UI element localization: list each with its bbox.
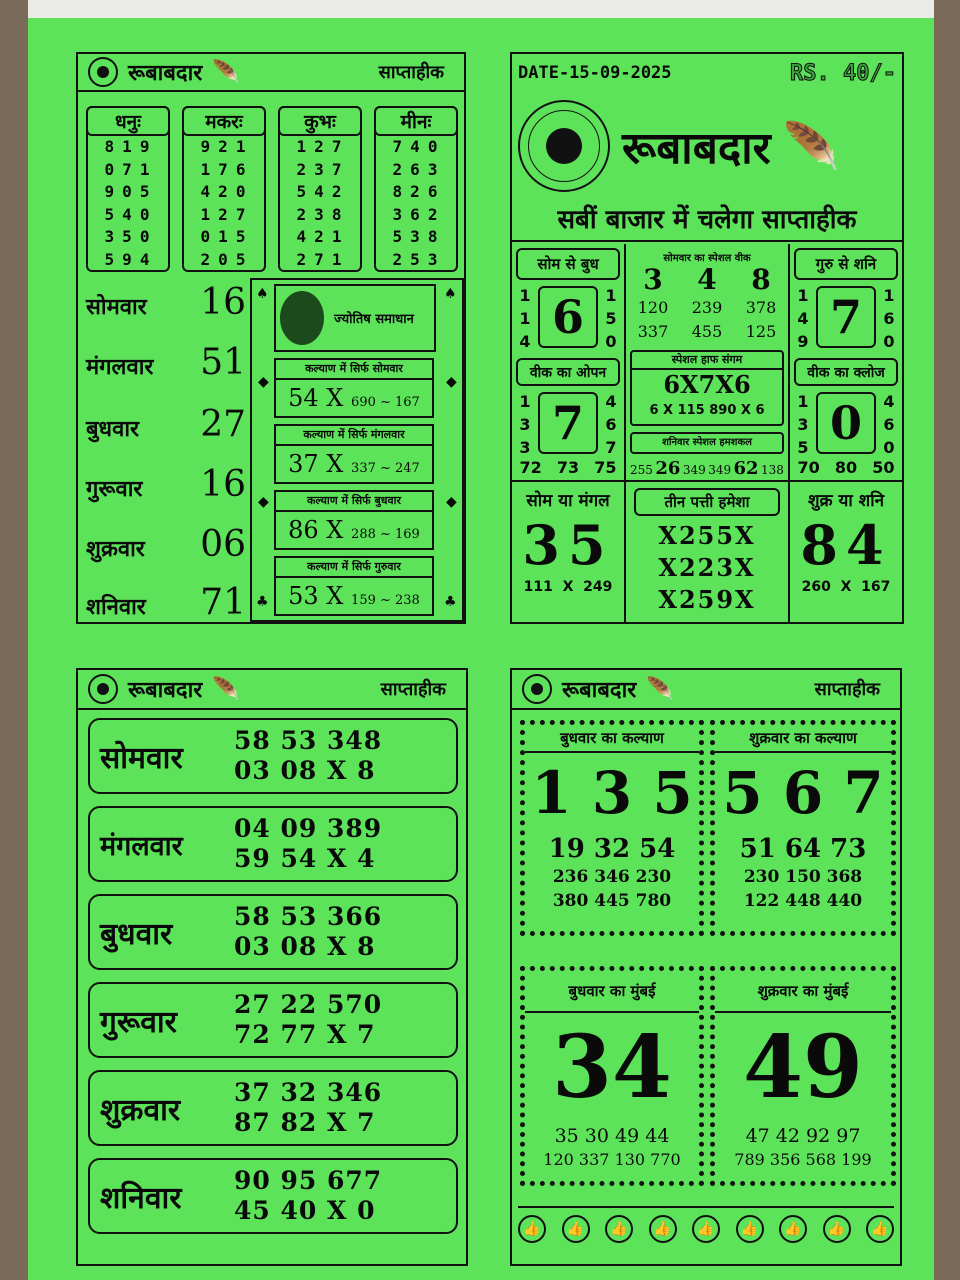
weekday-name: शनिवार xyxy=(100,1180,182,1216)
hamshakal-number: 138 xyxy=(761,463,784,477)
panel-number: 125 xyxy=(745,322,777,341)
panna-numbers: 380 445 780 xyxy=(552,891,672,911)
zodiac-row: 538 xyxy=(392,227,446,246)
zodiac-column xyxy=(86,106,170,272)
weekday-box xyxy=(88,1158,458,1234)
peacock-feather-icon: 🪶 xyxy=(212,59,240,85)
side-digit: 1 xyxy=(519,309,531,328)
shukra-ya-shani-section xyxy=(790,482,902,622)
weekday-box xyxy=(88,894,458,970)
section-title: सोम से बुध xyxy=(516,248,620,280)
mumbai-panna-numbers: 789 356 568 199 xyxy=(734,1150,872,1169)
weekday-name: सोमवार xyxy=(100,740,183,776)
hamshakal-number: 255 xyxy=(630,463,653,477)
weekday-line: 87 82 X 7 xyxy=(234,1108,376,1137)
weekday-name: शुक्रवार xyxy=(100,1092,181,1128)
box-title: बुधवार का मुंबई xyxy=(525,971,699,1013)
day-value: 27 xyxy=(200,404,246,445)
teen-patti-section xyxy=(626,482,788,622)
zodiac-row: 238 xyxy=(296,204,350,224)
kalyan-title: कल्याण में सिर्फ सोमवार xyxy=(276,360,432,380)
kalyan-title: कल्याण में सिर्फ बुधवार xyxy=(276,492,432,512)
side-digit: 4 xyxy=(605,392,617,411)
zodiac-column xyxy=(182,106,266,272)
week-number: 72 xyxy=(519,458,542,477)
day-name: शुक्रवार xyxy=(86,537,145,562)
big-digit: 0 xyxy=(816,392,876,454)
side-digit: 1 xyxy=(797,392,809,411)
kalyan-open-digits: 5 6 7 xyxy=(722,759,884,827)
zodiac-row: 826 xyxy=(392,182,446,201)
zodiac-row: 362 xyxy=(392,204,446,224)
thumbs-up-icon: 👍 xyxy=(518,1215,546,1243)
budh-mumbai-box xyxy=(520,966,704,1186)
sangam-big: 6X7X6 xyxy=(663,370,751,399)
day-value: 06 xyxy=(200,524,246,565)
peacock-feather-icon: 🪶 xyxy=(782,118,840,173)
jodi-numbers: 51 64 73 xyxy=(739,834,867,864)
kalyan-title: कल्याण में सिर्फ गुरुवार xyxy=(276,558,432,578)
weekday-line: 58 53 366 xyxy=(234,902,383,931)
kalyan-box xyxy=(274,556,434,616)
week-number: 50 xyxy=(872,458,895,477)
som-se-budh-section xyxy=(512,244,624,356)
thumbs-up-icon: 👍 xyxy=(823,1215,851,1243)
kalyan-small: 288 ~ 169 xyxy=(351,527,420,542)
hamshakal-number: 349 xyxy=(682,463,706,477)
thumbs-up-icon: 👍 xyxy=(866,1215,894,1243)
side-digit: 6 xyxy=(883,415,895,434)
kalyan-small: 337 ~ 247 xyxy=(351,461,420,476)
weekday-box xyxy=(88,806,458,882)
zodiac-row: 015 xyxy=(200,227,254,246)
weekday-line: 27 22 570 xyxy=(234,990,383,1019)
zodiac-row: 176 xyxy=(200,159,254,179)
spade-icon: ♠ xyxy=(256,286,269,302)
kalyan-title: कल्याण में सिर्फ मंगलवार xyxy=(276,426,432,446)
thumbs-up-icon: 👍 xyxy=(562,1215,590,1243)
panna-numbers: 236 346 230 xyxy=(552,867,672,887)
panel-header xyxy=(78,54,464,92)
side-digit: 4 xyxy=(519,332,531,351)
pair-number: 111 X 249 xyxy=(523,579,613,595)
club-icon: ♣ xyxy=(256,594,269,610)
zodiac-column xyxy=(374,106,458,272)
week-number: 73 xyxy=(556,458,580,477)
side-digit: 1 xyxy=(519,392,531,411)
zodiac-row: 205 xyxy=(200,249,254,269)
zodiac-wheel-icon xyxy=(522,674,552,704)
weekday-line: 58 53 348 xyxy=(234,726,383,755)
big-digit: 4 xyxy=(697,263,717,296)
shukra-kalyan-box xyxy=(710,720,896,936)
diamond-icon: ◆ xyxy=(258,494,269,510)
brand-title: रूबाबदार xyxy=(128,677,203,703)
day-name: सोमवार xyxy=(86,295,147,320)
section-title: शनिवार स्पेशल हमशकल xyxy=(662,437,752,448)
side-digit: 9 xyxy=(797,332,809,351)
day-value: 16 xyxy=(200,282,246,323)
weekday-name: मंगलवार xyxy=(100,830,183,862)
mumbai-jodi-numbers: 35 30 49 44 xyxy=(554,1125,670,1147)
panel-top-left xyxy=(76,52,466,624)
zodiac-row: 263 xyxy=(392,159,446,179)
week-number: 80 xyxy=(834,458,858,477)
weekday-name: गुरूवार xyxy=(100,1004,177,1040)
side-digit: 6 xyxy=(605,415,617,434)
issue-price: RS. 40/- xyxy=(790,60,896,86)
zodiac-name: धनुः xyxy=(86,106,170,136)
panel-number: 239 xyxy=(691,298,723,317)
side-digit: 6 xyxy=(883,309,895,328)
date-price-bar xyxy=(512,54,902,92)
section-title: स्पेशल हाफ संगम xyxy=(632,352,782,370)
panel-number: 337 xyxy=(637,322,669,341)
masthead xyxy=(512,94,902,198)
peacock-feather-icon: 🪶 xyxy=(212,676,240,702)
zodiac-wheel-icon xyxy=(88,674,118,704)
kalyan-box xyxy=(274,490,434,550)
zodiac-row: 350 xyxy=(104,227,158,246)
mumbai-big-number: 34 xyxy=(552,1017,672,1118)
box-title: शुक्रवार का कल्याण xyxy=(715,725,891,753)
zodiac-row: 271 xyxy=(296,249,350,269)
big-digit: 8 xyxy=(751,263,771,296)
zodiac-column xyxy=(278,106,362,272)
panna-numbers: 230 150 368 xyxy=(743,867,863,887)
thumbs-up-icon: 👍 xyxy=(736,1215,764,1243)
thumbs-up-icon: 👍 xyxy=(692,1215,720,1243)
weekday-line: 59 54 X 4 xyxy=(234,844,376,873)
zodiac-wheel-icon xyxy=(88,57,118,87)
side-digit: 0 xyxy=(883,438,895,457)
thumbs-up-icon: 👍 xyxy=(649,1215,677,1243)
tagline: सबीं बाजार में चलेगा साप्ताहीक xyxy=(512,200,902,242)
issue-date: DATE-15-09-2025 xyxy=(518,63,672,83)
hamshakal-number: 349 xyxy=(708,463,732,477)
club-icon: ♣ xyxy=(444,594,457,610)
weekly-label: साप्ताहीक xyxy=(380,679,446,700)
side-digit: 5 xyxy=(797,438,809,457)
section-title: तीन पत्ती हमेशा xyxy=(634,488,780,516)
mumbai-big-number: 49 xyxy=(743,1017,863,1118)
weekday-line: 04 09 389 xyxy=(234,814,383,843)
brand-title: रूबाबदार xyxy=(128,60,203,86)
weekday-line: 72 77 X 7 xyxy=(234,1020,376,1049)
day-value-row xyxy=(86,404,246,445)
section-title: सोमवार का स्पेशल वीक xyxy=(663,253,751,264)
side-digit: 1 xyxy=(605,286,617,305)
kalyan-big: 53 X xyxy=(288,582,344,610)
day-value-row xyxy=(86,524,246,565)
side-digit: 0 xyxy=(605,332,617,351)
day-name: बुधवार xyxy=(86,417,140,442)
side-digit: 3 xyxy=(797,415,809,434)
kalyan-open-digits: 1 3 5 xyxy=(531,759,693,827)
day-value-row xyxy=(86,282,246,323)
panel-bottom-right xyxy=(510,668,902,1266)
patti-row: X223X xyxy=(658,553,756,582)
zodiac-row: 253 xyxy=(392,249,446,269)
weekday-line: 03 08 X 8 xyxy=(234,756,376,785)
patti-row: X259X xyxy=(658,585,756,614)
zodiac-row: 819 xyxy=(104,137,158,156)
day-value: 51 xyxy=(200,342,246,383)
big-digit: 6 xyxy=(538,286,598,348)
brand-title: रूबाबदार xyxy=(562,677,637,703)
day-value-row xyxy=(86,342,246,383)
panel-number: 455 xyxy=(691,322,723,341)
masthead-title: रूबाबदार xyxy=(622,123,771,174)
big-number: 35 xyxy=(522,513,614,577)
patti-row: X255X xyxy=(658,521,756,550)
kalyan-big: 86 X xyxy=(288,516,344,544)
kalyan-big: 37 X xyxy=(288,450,344,478)
jyotish-label: ज्योतिष समाधान xyxy=(334,312,414,327)
kalyan-box xyxy=(274,424,434,484)
side-digit: 0 xyxy=(883,332,895,351)
zodiac-row: 921 xyxy=(200,137,254,156)
special-week-section xyxy=(626,244,788,350)
zodiac-row: 905 xyxy=(104,182,158,201)
week-close-section xyxy=(790,354,902,480)
panel-header xyxy=(512,670,900,710)
diamond-icon: ◆ xyxy=(446,374,457,390)
jyotish-box xyxy=(274,284,436,352)
panel-top-right xyxy=(510,52,904,624)
kalyan-small: 690 ~ 167 xyxy=(351,395,420,410)
diamond-icon: ◆ xyxy=(446,494,457,510)
side-digit: 5 xyxy=(605,309,617,328)
panel-bottom-left xyxy=(76,668,468,1266)
big-digit: 7 xyxy=(538,392,598,454)
day-value: 16 xyxy=(200,464,246,505)
spade-icon: ♠ xyxy=(444,286,457,302)
zodiac-name: मकरः xyxy=(182,106,266,136)
zodiac-row: 071 xyxy=(104,159,158,179)
thumbs-row xyxy=(518,1206,894,1246)
zodiac-row: 540 xyxy=(104,204,158,224)
mumbai-panna-numbers: 120 337 130 770 xyxy=(543,1150,681,1169)
zodiac-row: 542 xyxy=(296,182,350,201)
pair-number: 260 X 167 xyxy=(801,579,891,595)
section-title: शुक्र या शनि xyxy=(807,491,885,511)
kalyan-box xyxy=(274,358,434,418)
weekday-name: बुधवार xyxy=(100,916,173,952)
budh-kalyan-box xyxy=(520,720,704,936)
zodiac-row: 420 xyxy=(200,182,254,201)
zodiac-row: 740 xyxy=(392,137,446,156)
weekday-line: 03 08 X 8 xyxy=(234,932,376,961)
big-digit: 7 xyxy=(816,286,876,348)
section-title: सोम या मंगल xyxy=(526,491,610,511)
deity-image-icon xyxy=(280,291,324,345)
mumbai-jodi-numbers: 47 42 92 97 xyxy=(745,1125,861,1147)
weekday-box xyxy=(88,982,458,1058)
zodiac-wheel-icon xyxy=(518,100,610,192)
zodiac-row: 237 xyxy=(296,159,350,179)
panel-number: 378 xyxy=(745,298,777,317)
weekday-line: 37 32 346 xyxy=(234,1078,383,1107)
paper-top-strip xyxy=(28,0,934,20)
day-value: 71 xyxy=(200,582,246,623)
day-name: गुरूवार xyxy=(86,477,143,502)
thumbs-up-icon: 👍 xyxy=(605,1215,633,1243)
big-number: 84 xyxy=(800,513,892,577)
zodiac-name: कुभः xyxy=(278,106,362,136)
panna-numbers: 122 448 440 xyxy=(743,891,863,911)
weekday-box xyxy=(88,1070,458,1146)
weekday-line: 45 40 X 0 xyxy=(234,1196,376,1225)
guru-se-shani-section xyxy=(790,244,902,356)
zodiac-row: 594 xyxy=(104,249,158,269)
day-name: मंगलवार xyxy=(86,355,154,380)
hamshakal-number: 62 xyxy=(733,458,759,479)
zodiac-row: 127 xyxy=(296,137,350,156)
half-sangam-section xyxy=(630,350,784,480)
peacock-feather-icon: 🪶 xyxy=(646,676,674,702)
side-digit: 1 xyxy=(797,286,809,305)
box-title: बुधवार का कल्याण xyxy=(525,725,699,753)
side-digit: 4 xyxy=(883,392,895,411)
side-digit: 7 xyxy=(605,438,617,457)
hamshakal-number: 26 xyxy=(655,458,681,479)
panel-header xyxy=(78,670,466,710)
jodi-numbers: 19 32 54 xyxy=(548,834,676,864)
som-ya-mangal-section xyxy=(512,482,624,622)
side-digit: 1 xyxy=(519,286,531,305)
zodiac-row: 127 xyxy=(200,204,254,224)
day-value-row xyxy=(86,464,246,505)
zodiac-row: 421 xyxy=(296,227,350,246)
week-open-section xyxy=(512,354,624,480)
box-title: शुक्रवार का मुंबई xyxy=(715,971,891,1013)
weekly-label: साप्ताहीक xyxy=(378,62,444,83)
weekly-label: साप्ताहीक xyxy=(814,679,880,700)
day-value-row xyxy=(86,582,246,623)
side-digit: 4 xyxy=(797,309,809,328)
day-name: शनिवार xyxy=(86,595,146,620)
diamond-icon: ◆ xyxy=(258,374,269,390)
section-title: वीक का ओपन xyxy=(516,358,620,386)
panel-number: 120 xyxy=(637,298,669,317)
thumbs-up-icon: 👍 xyxy=(779,1215,807,1243)
side-digit: 3 xyxy=(519,438,531,457)
weekday-box xyxy=(88,718,458,794)
section-title: वीक का क्लोज xyxy=(794,358,898,386)
week-number: 70 xyxy=(797,458,820,477)
side-digit: 1 xyxy=(883,286,895,305)
big-digit: 3 xyxy=(643,263,663,296)
shukra-mumbai-box xyxy=(710,966,896,1186)
side-digit: 3 xyxy=(519,415,531,434)
weekday-line: 90 95 677 xyxy=(234,1166,383,1195)
kalyan-small: 159 ~ 238 xyxy=(351,593,420,608)
section-title: गुरु से शनि xyxy=(794,248,898,280)
sangam-small: 6 X 115 890 X 6 xyxy=(649,403,765,418)
week-number: 75 xyxy=(594,458,617,477)
kalyan-big: 54 X xyxy=(288,384,344,412)
zodiac-name: मीनः xyxy=(374,106,458,136)
